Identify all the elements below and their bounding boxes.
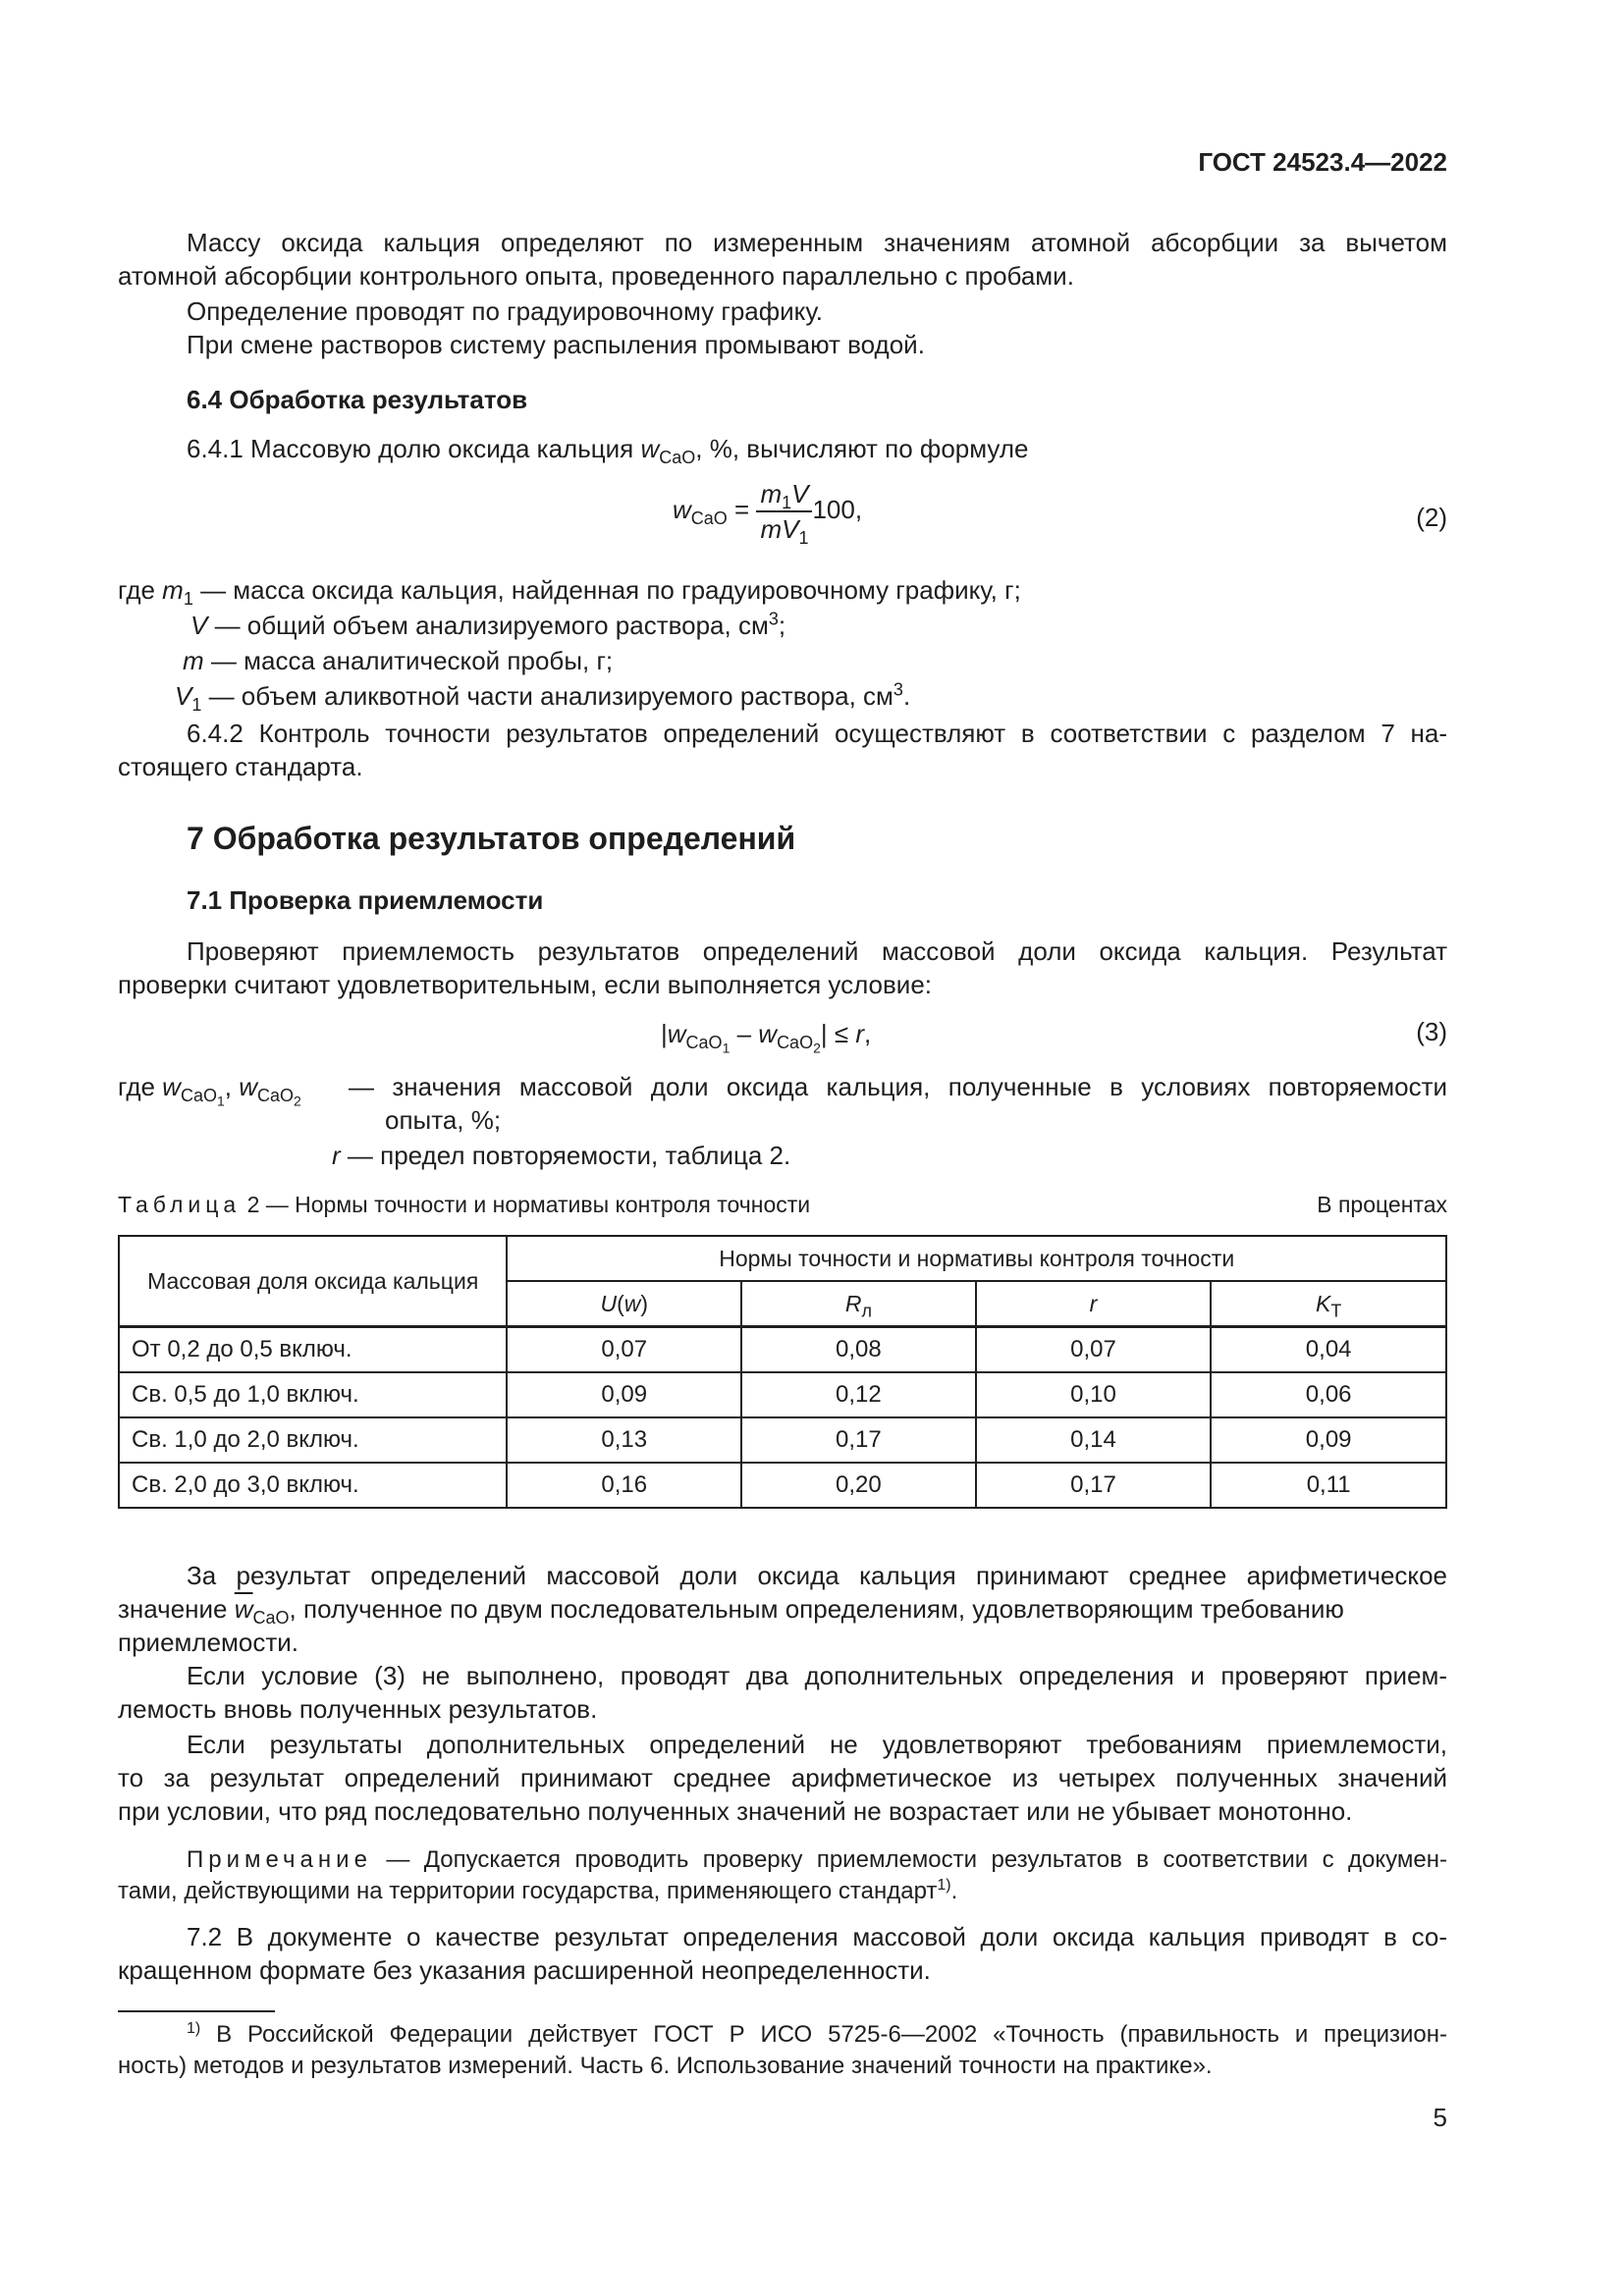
- result-post: , полученное по двум последовательным определениям, удовлетворяющим требованию: [289, 1594, 1344, 1624]
- result-pre: значение: [118, 1594, 235, 1624]
- clause-6-4-1-suffix: , %, вычисляют по формуле: [695, 434, 1029, 463]
- def-sup: 3: [768, 609, 779, 629]
- result-paragraph-line-2: [118, 1592, 1344, 1629]
- table-header-row-1: [119, 1236, 1446, 1281]
- u-paren-close: ): [640, 1290, 649, 1316]
- where-var-1: w: [162, 1072, 181, 1101]
- cell-value: 0,10: [976, 1372, 1212, 1417]
- table-2: [118, 1235, 1447, 1509]
- where-vars-formula-3: [118, 1070, 301, 1109]
- footnote-line-2: ность) методов и результатов измерений. Часть 6. Использование значений точности на практике».: [118, 2053, 1213, 2079]
- cell-value: 0,12: [741, 1372, 976, 1417]
- cell-value: 0,17: [976, 1463, 1212, 1508]
- formula-3-minus: –: [730, 1019, 759, 1048]
- formula-3-sub-1-idx: 1: [722, 1040, 731, 1056]
- where-sub-1: CaO: [180, 1086, 217, 1106]
- intro-line-2: атомной абсорбции контрольного опыта, проведенного параллельно с пробами.: [118, 261, 1074, 291]
- def-var: V: [175, 681, 192, 711]
- def-end: .: [902, 681, 911, 711]
- row-label: Св. 2,0 до 3,0 включ.: [119, 1463, 507, 1508]
- table-caption-word: Таблица: [118, 1192, 242, 1217]
- cell-value: 0,06: [1211, 1372, 1446, 1417]
- def-end: ;: [778, 611, 786, 640]
- definition-v1: [175, 679, 911, 716]
- additional-paragraph-line-1: Если результаты дополнительных определений не удовлетворяют требованиям приемлемости,: [187, 1730, 1447, 1759]
- note-line-2: [118, 1877, 957, 1906]
- w-mean-sub: CaO: [252, 1608, 290, 1629]
- cell-value: 0,04: [1211, 1327, 1446, 1373]
- footnote-line-1: [187, 2020, 1447, 2050]
- r-var: r: [332, 1141, 341, 1170]
- formula-3-var-2: w: [758, 1019, 778, 1048]
- denominator-v-sub: 1: [798, 528, 809, 549]
- note-footnote-ref: 1): [937, 1877, 951, 1894]
- table-row: [119, 1372, 1446, 1417]
- formula-2-equals: =: [727, 494, 757, 524]
- cell-value: 0,09: [1211, 1417, 1446, 1463]
- where-sub-2: CaO: [257, 1086, 295, 1106]
- table-2-units: В процентах: [1317, 1192, 1447, 1217]
- clause-7-2-line-2: кращенном формате без указания расширенной неопределенности.: [118, 1955, 931, 1985]
- numerator-m: m: [760, 479, 783, 508]
- def-text: — масса аналитической пробы, г;: [203, 646, 614, 675]
- cell-value: 0,17: [741, 1417, 976, 1463]
- w-mean-var: $\overline{w}$: [234, 1594, 253, 1624]
- formula-3-le: ≤: [827, 1019, 856, 1048]
- cell-value: 0,08: [741, 1327, 976, 1373]
- formula-2-denominator: [756, 512, 812, 549]
- def-var: m: [183, 646, 204, 675]
- where-sub-1-idx: 1: [216, 1093, 225, 1109]
- row-label: От 0,2 до 0,5 включ.: [119, 1327, 507, 1373]
- table-row: [119, 1327, 1446, 1373]
- def-text: — общий объем анализируемого раствора, см: [207, 611, 769, 640]
- note-word: Примечание: [187, 1846, 372, 1873]
- numerator-m-sub: 1: [782, 493, 792, 513]
- footnote-separator: [118, 2010, 275, 2012]
- formula-3-number: (3): [1416, 1017, 1447, 1046]
- clause-7-1-line-2: проверки считают удовлетворительным, если выполняется условие:: [118, 970, 933, 999]
- where-label: где: [118, 1072, 163, 1101]
- col-group-header: Нормы точности и нормативы контроля точности: [507, 1236, 1446, 1281]
- result-paragraph-line-1: За результат определений массовой доли оксида кальция принимают среднее арифметическое: [187, 1561, 1447, 1590]
- def-text: — масса оксида кальция, найденная по градуировочному графику, г;: [192, 575, 1021, 605]
- clause-6-4-2-line-1: 6.4.2 Контроль точности результатов определений осуществляют в соответствии с разделом 7 на-: [187, 719, 1447, 748]
- cell-value: 0,09: [507, 1372, 741, 1417]
- where-sep: ,: [224, 1072, 240, 1101]
- cell-value: 0,11: [1211, 1463, 1446, 1508]
- additional-paragraph-line-3: при условии, что ряд последовательно полученных значений не возрастает или не убывает монотонно.: [118, 1796, 1353, 1826]
- where-sub-2-idx: 2: [294, 1093, 301, 1109]
- w-subscript: CaO: [659, 448, 696, 468]
- where-text-line-1: — значения массовой доли оксида кальция, полученные в условиях повторяемости: [349, 1072, 1447, 1101]
- abs-bar-open: |: [661, 1019, 668, 1048]
- def-var: m: [162, 575, 184, 605]
- clause-6-4-1: [187, 432, 1029, 468]
- formula-2-tail: 100,: [812, 494, 863, 524]
- condition-paragraph-line-1: Если условие (3) не выполнено, проводят два дополнительных определения и проверяют прием-: [187, 1661, 1447, 1690]
- section-7-1-heading: 7.1 Проверка приемлемости: [187, 885, 544, 915]
- formula-2-lhs-var: w: [673, 494, 691, 524]
- formula-3: [661, 1017, 872, 1056]
- table-row: [119, 1417, 1446, 1463]
- note-text-1: — Допускается проводить проверку приемлемости результатов в соответствии с докумен-: [371, 1846, 1447, 1873]
- clause-7-2-line-1: 7.2 В документе о качестве результат определения массовой доли оксида кальция приводят в со-: [187, 1922, 1447, 1951]
- section-6-4-heading: 6.4 Обработка результатов: [187, 385, 528, 414]
- formula-2-numerator: [756, 479, 812, 512]
- where-var-2: w: [239, 1072, 257, 1101]
- u-paren-open: (: [617, 1290, 624, 1316]
- where-label: где: [118, 575, 163, 605]
- formula-3-var-1: w: [667, 1019, 686, 1048]
- formula-3-comma: ,: [864, 1019, 872, 1048]
- def-text: — объем аликвотной части анализируемого раствора, см: [201, 681, 893, 711]
- intro-paragraph-2: Определение проводят по градуировочному графику.: [187, 296, 823, 326]
- u-arg: w: [623, 1290, 641, 1316]
- def-sub: 1: [191, 695, 202, 716]
- document-code-header: ГОСТ 24523.4—2022: [1198, 147, 1447, 177]
- col-header-r: [976, 1281, 1212, 1327]
- r-col-var: r: [1089, 1290, 1098, 1316]
- note-end: .: [950, 1878, 958, 1904]
- formula-3-sub-2-idx: 2: [813, 1040, 821, 1056]
- where-text-line-2: опыта, %;: [385, 1105, 502, 1135]
- clause-7-1-line-1: Проверяют приемлемость результатов определений массовой доли оксида кальция. Результат: [187, 936, 1447, 966]
- formula-3-sub-1: CaO: [685, 1033, 723, 1053]
- col-header-kt: [1211, 1281, 1446, 1327]
- col-header-uw: [507, 1281, 741, 1327]
- denominator-m: m: [760, 514, 783, 544]
- intro-paragraph: [118, 226, 1447, 259]
- formula-2-fraction: [756, 479, 812, 549]
- table-2-caption: [118, 1190, 810, 1219]
- definition-m: [183, 644, 613, 677]
- table-caption-text: 2 — Нормы точности и нормативы контроля точности: [241, 1192, 811, 1217]
- def-sub: 1: [183, 589, 193, 610]
- page-number: 5: [1433, 2103, 1447, 2132]
- abs-bar-close: |: [820, 1019, 828, 1048]
- k-t-var: K: [1315, 1290, 1331, 1316]
- cell-value: 0,20: [741, 1463, 976, 1508]
- result-paragraph-line-3: приемлемости.: [118, 1628, 299, 1657]
- r-l-sub: л: [861, 1301, 872, 1321]
- r-text: — предел повторяемости, таблица 2.: [340, 1141, 791, 1170]
- r-definition: [332, 1139, 790, 1172]
- cell-value: 0,07: [507, 1327, 741, 1373]
- note-text-2: тами, действующими на территории государства, применяющего стандарт: [118, 1878, 938, 1904]
- formula-2-number: (2): [1416, 503, 1447, 532]
- cell-value: 0,16: [507, 1463, 741, 1508]
- denominator-v: V: [782, 514, 799, 544]
- formula-2: [673, 479, 863, 549]
- cell-value: 0,13: [507, 1417, 741, 1463]
- row-label: Св. 0,5 до 1,0 включ.: [119, 1372, 507, 1417]
- formula-2-lhs-sub: CaO: [690, 508, 728, 529]
- footnote-mark: 1): [187, 2020, 201, 2037]
- additional-paragraph-line-2: то за результат определений принимают среднее арифметическое из четырех полученных значений: [118, 1763, 1447, 1792]
- section-7-heading: 7 Обработка результатов определений: [187, 821, 796, 856]
- w-variable: w: [640, 434, 660, 463]
- def-sup: 3: [893, 679, 903, 700]
- numerator-v: V: [791, 479, 809, 508]
- col-header-mass-fraction: Массовая доля оксида кальция: [119, 1236, 507, 1327]
- row-label: Св. 1,0 до 2,0 включ.: [119, 1417, 507, 1463]
- definition-v: [190, 609, 785, 642]
- intro-line-1: Массу оксида кальция определяют по измеренным значениям атомной абсорбции за вычетом: [187, 228, 1447, 257]
- clause-6-4-1-prefix: 6.4.1 Массовую долю оксида кальция: [187, 434, 641, 463]
- def-var: V: [190, 611, 208, 640]
- k-t-sub: Т: [1330, 1301, 1342, 1321]
- cell-value: 0,07: [976, 1327, 1212, 1373]
- clause-6-4-2-line-2: стоящего стандарта.: [118, 752, 363, 781]
- note-line-1: [187, 1845, 1447, 1875]
- condition-paragraph-line-2: лемость вновь полученных результатов.: [118, 1694, 598, 1724]
- formula-3-sub-2: CaO: [777, 1033, 814, 1053]
- formula-3-r: r: [855, 1019, 865, 1048]
- col-header-rl: [741, 1281, 976, 1327]
- r-l-var: R: [844, 1290, 862, 1316]
- footnote-text-1: В Российской Федерации действует ГОСТ Р ИСО 5725-6—2002 «Точность (правильность и прецизион-: [200, 2021, 1447, 2048]
- definition-m1: [118, 573, 1021, 610]
- cell-value: 0,14: [976, 1417, 1212, 1463]
- u-var: U: [600, 1290, 618, 1316]
- intro-paragraph-3: При смене растворов систему распыления промывают водой.: [187, 330, 925, 359]
- table-row: [119, 1463, 1446, 1508]
